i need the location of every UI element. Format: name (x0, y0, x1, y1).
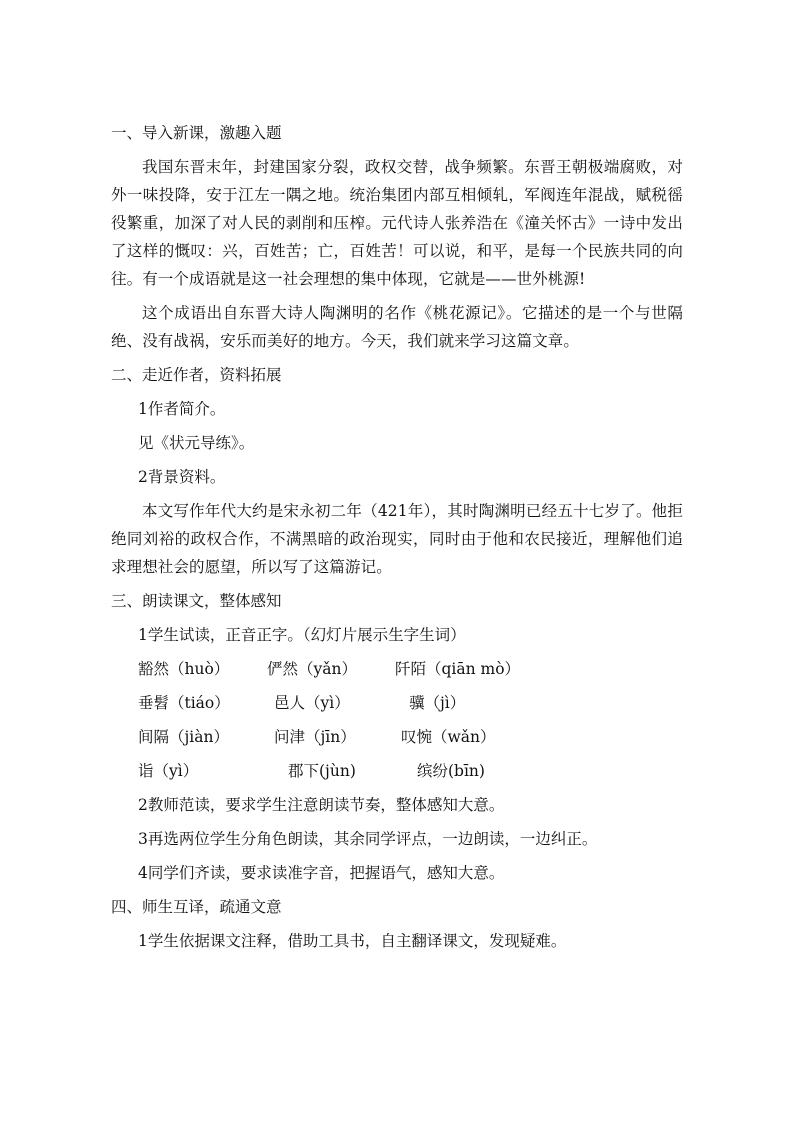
document-body (111, 119, 683, 961)
author-item-1-detail: 见《状元导练》。 (138, 434, 255, 452)
vocab-row (111, 655, 683, 683)
vocab-word: 垂髫（tiáo） (138, 694, 230, 712)
vocab-row (111, 689, 683, 717)
paragraph-intro-2: 这个成语出自东晋大诗人陶渊明的名作《桃花源记》。它描述的是一个与世隔绝、没有战祸，安乐而美好的地方。今天，我们就来学习这篇文章。 (111, 304, 683, 350)
vocab-word: 问津（jīn） (274, 728, 356, 746)
section-heading-reading: 三、朗读课文，整体感知 (111, 592, 282, 610)
vocab-word: 豁然（huò） (138, 660, 230, 678)
vocab-word: 骥（jì） (409, 694, 466, 712)
reading-item-3: 3再选两位学生分角色朗读，其余同学评点，一边朗读，一边纠正。 (138, 830, 598, 848)
vocab-row (111, 723, 683, 751)
vocab-word: 间隔（jiàn） (138, 728, 229, 746)
section-heading-translation: 四、师生互译，疏通文意 (111, 898, 282, 916)
vocab-word: 邑人（yì） (274, 694, 350, 712)
vocab-word: 阡陌（qiān mò） (395, 660, 521, 678)
section-heading-author: 二、走近作者，资料拓展 (111, 366, 282, 384)
paragraph-background: 本文写作年代大约是宋永初二年（421年），其时陶渊明已经五十七岁了。他拒绝同刘裕的政权合作，不满黑暗的政治现实，同时由于他和农民接近，理解他们追求理想社会的愿望，所以写了这篇游记。 (111, 502, 683, 576)
author-item-1: 1作者简介。 (138, 400, 226, 418)
vocab-row (111, 757, 683, 785)
vocab-word: 俨然（yǎn） (267, 660, 357, 678)
vocab-word: 诣（yì） (138, 762, 199, 780)
paragraph-intro-1: 我国东晋末年，封建国家分裂，政权交替，战争频繁。东晋王朝极端腐败，对外一味投降，安于江左一隅之地。统治集团内部互相倾轧，军阀连年混战，赋税徭役繁重，加深了对人民的剥削和压榨。元代诗人张养浩在《潼关怀古》一诗中发出了这样的慨叹：兴，百姓苦；亡，百姓苦！可以说，和平，是每一个民族共同的向往。有一个成语就是这一社会理想的集中体现，它就是——世外桃源! (111, 158, 683, 288)
vocab-word: 郡下(jùn) (288, 762, 356, 780)
translation-item-1: 1学生依据课文注释，借助工具书，自主翻译课文，发现疑难。 (138, 932, 567, 950)
section-heading-intro: 一、导入新课，激趣入题 (111, 124, 282, 142)
author-item-2: 2背景资料。 (138, 468, 226, 486)
reading-item-1: 1学生试读，正音正字。（幻灯片展示生字生词） (138, 626, 466, 644)
reading-item-4: 4同学们齐读，要求读准字音，把握语气，感知大意。 (138, 864, 505, 882)
vocab-word: 缤纷(bīn) (417, 762, 485, 780)
vocab-word: 叹惋（wǎn） (401, 728, 496, 746)
reading-item-2: 2教师范读，要求学生注意朗读节奏，整体感知大意。 (138, 796, 505, 814)
